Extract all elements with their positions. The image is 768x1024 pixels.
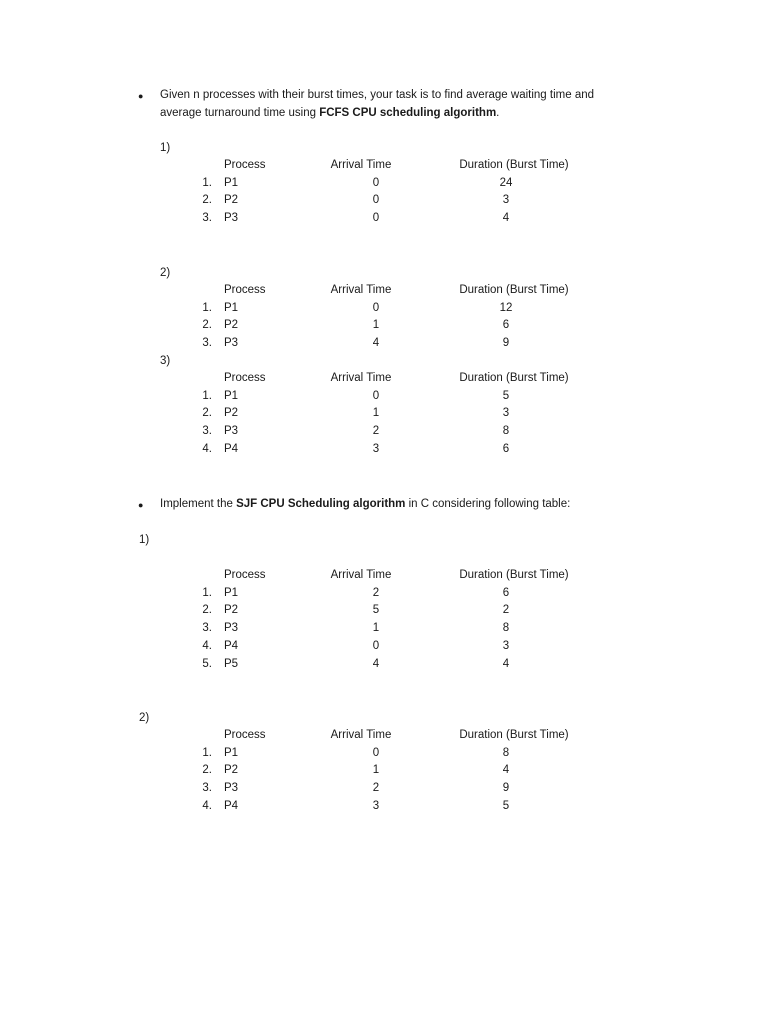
row-number: 1. [202, 746, 212, 759]
cell-process: P3 [224, 212, 239, 225]
header-arrival-time: Arrival Time [330, 729, 392, 741]
header-burst-time: Duration (Burst Time) [459, 569, 569, 581]
header-arrival-time: Arrival Time [330, 372, 392, 384]
cell-process: P4 [224, 639, 239, 652]
cell-burst-time: 4 [502, 657, 510, 670]
cell-burst-time: 3 [502, 194, 510, 207]
cell-process: P2 [224, 604, 239, 617]
cell-burst-time: 6 [502, 586, 510, 599]
header-process: Process [224, 569, 266, 581]
cell-arrival-time: 2 [372, 782, 380, 795]
cell-burst-time: 2 [502, 604, 510, 617]
row-number: 4. [202, 442, 212, 455]
cell-burst-time: 6 [502, 442, 510, 455]
cell-burst-time: 8 [502, 746, 510, 759]
fcfs-task-line1: Given n processes with their burst times, your task is to find average waiting time and [160, 89, 595, 101]
cell-arrival-time: 1 [372, 764, 380, 777]
table-label: 3) [160, 355, 171, 367]
cell-burst-time: 3 [502, 639, 510, 652]
header-process: Process [224, 284, 266, 296]
cell-process: P3 [224, 337, 239, 350]
cell-process: P1 [224, 301, 239, 314]
cell-burst-time: 4 [502, 764, 510, 777]
cell-arrival-time: 0 [372, 746, 380, 759]
row-number: 2. [202, 764, 212, 777]
row-number: 1. [202, 176, 212, 189]
cell-burst-time: 12 [499, 301, 513, 314]
cell-arrival-time: 1 [372, 319, 380, 332]
cell-arrival-time: 0 [372, 176, 380, 189]
header-burst-time: Duration (Burst Time) [459, 284, 569, 296]
cell-arrival-time: 2 [372, 586, 380, 599]
row-number: 3. [202, 337, 212, 350]
cell-burst-time: 3 [502, 407, 510, 420]
cell-burst-time: 24 [499, 176, 513, 189]
cell-process: P1 [224, 389, 239, 402]
table-label: 1) [139, 534, 150, 546]
row-number: 1. [202, 586, 212, 599]
cell-arrival-time: 2 [372, 425, 380, 438]
sjf-algorithm-name: SJF CPU Scheduling algorithm [236, 498, 406, 510]
header-process: Process [224, 372, 266, 384]
row-number: 4. [202, 799, 212, 812]
cell-arrival-time: 4 [372, 337, 380, 350]
cell-arrival-time: 0 [372, 212, 380, 225]
cell-process: P2 [224, 194, 239, 207]
row-number: 5. [202, 657, 212, 670]
cell-process: P3 [224, 425, 239, 438]
cell-process: P3 [224, 782, 239, 795]
table-label: 2) [139, 712, 150, 724]
header-burst-time: Duration (Burst Time) [459, 372, 569, 384]
cell-burst-time: 5 [502, 799, 510, 812]
cell-process: P4 [224, 442, 239, 455]
header-arrival-time: Arrival Time [330, 159, 392, 171]
sjf-task-line: Implement the SJF CPU Scheduling algorithm in C considering following table: [160, 498, 571, 510]
header-burst-time: Duration (Burst Time) [459, 159, 569, 171]
cell-burst-time: 4 [502, 212, 510, 225]
cell-process: P1 [224, 746, 239, 759]
header-process: Process [224, 159, 266, 171]
header-arrival-time: Arrival Time [330, 284, 392, 296]
cell-arrival-time: 5 [372, 604, 380, 617]
cell-process: P2 [224, 319, 239, 332]
cell-burst-time: 8 [502, 425, 510, 438]
row-number: 3. [202, 212, 212, 225]
row-number: 3. [202, 622, 212, 635]
row-number: 2. [202, 604, 212, 617]
cell-process: P2 [224, 764, 239, 777]
row-number: 3. [202, 425, 212, 438]
header-process: Process [224, 729, 266, 741]
cell-arrival-time: 4 [372, 657, 380, 670]
bullet-icon: ● [138, 91, 144, 101]
row-number: 3. [202, 782, 212, 795]
cell-process: P3 [224, 622, 239, 635]
row-number: 2. [202, 319, 212, 332]
row-number: 2. [202, 194, 212, 207]
cell-arrival-time: 0 [372, 301, 380, 314]
row-number: 1. [202, 389, 212, 402]
fcfs-task-line2: average turnaround time using FCFS CPU scheduling algorithm. [160, 107, 500, 119]
cell-burst-time: 8 [502, 622, 510, 635]
cell-arrival-time: 0 [372, 194, 380, 207]
fcfs-algorithm-name: FCFS CPU scheduling algorithm [319, 107, 497, 119]
cell-process: P4 [224, 799, 239, 812]
header-burst-time: Duration (Burst Time) [459, 729, 569, 741]
cell-arrival-time: 3 [372, 799, 380, 812]
cell-process: P1 [224, 586, 239, 599]
header-arrival-time: Arrival Time [330, 569, 392, 581]
row-number: 1. [202, 301, 212, 314]
table-label: 1) [160, 142, 171, 154]
table-label: 2) [160, 267, 171, 279]
cell-process: P2 [224, 407, 239, 420]
cell-process: P5 [224, 657, 239, 670]
cell-arrival-time: 0 [372, 389, 380, 402]
row-number: 4. [202, 639, 212, 652]
cell-burst-time: 9 [502, 337, 510, 350]
cell-arrival-time: 1 [372, 622, 380, 635]
row-number: 2. [202, 407, 212, 420]
cell-arrival-time: 3 [372, 442, 380, 455]
cell-arrival-time: 1 [372, 407, 380, 420]
cell-burst-time: 6 [502, 319, 510, 332]
cell-burst-time: 9 [502, 782, 510, 795]
cell-burst-time: 5 [502, 389, 510, 402]
bullet-icon: ● [138, 500, 144, 510]
cell-process: P1 [224, 176, 239, 189]
cell-arrival-time: 0 [372, 639, 380, 652]
